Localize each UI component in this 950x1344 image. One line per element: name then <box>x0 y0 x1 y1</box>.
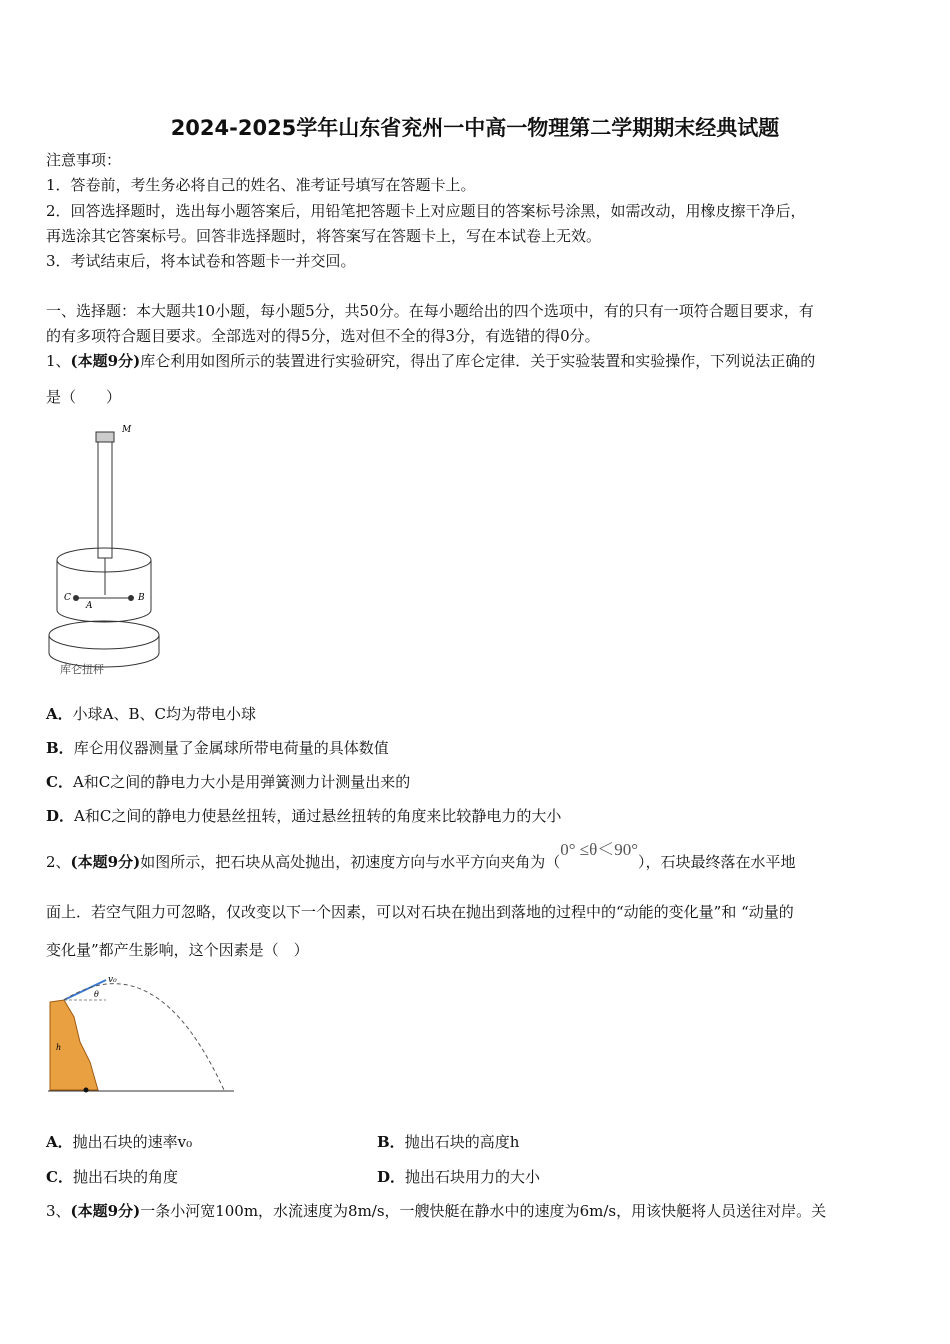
notice-item: 1．答卷前，考生务必将自己的姓名、准考证号填写在答题卡上。 <box>46 176 476 194</box>
notice-heading: 注意事项： <box>46 151 122 169</box>
q1-option-c[interactable]: C．A和C之间的静电力大小是用弹簧测力计测量出来的 <box>46 773 411 791</box>
question-2-cont: 面上．若空气阻力可忽略，仅改变以下一个因素，可以对石块在抛出到落地的过程中的“动能的变化量”和 “动量的 <box>46 903 794 921</box>
coulomb-torsion-balance-figure <box>46 420 176 680</box>
figure-label: M <box>122 425 132 435</box>
projectile-cliff-figure <box>46 972 241 1097</box>
q1-option-b[interactable]: B．库仑用仪器测量了金属球所带电荷量的具体数值 <box>46 739 389 757</box>
section-intro: 的有多项符合题目要求。全部选对的得5分，选对但不全的得3分，有选错的得0分。 <box>46 327 600 345</box>
figure-caption: 库仑扭秤 <box>60 663 104 676</box>
question-2-cont: 变化量”都产生影响，这个因素是（ ） <box>46 941 309 959</box>
question-1-cont: 是（ ） <box>46 388 122 406</box>
section-intro: 一、选择题：本大题共10小题，每小题5分，共50分。在每小题给出的四个选项中，有的只有一项符合题目要求，有 <box>46 302 814 320</box>
question-1: 1、(本题9分)库仑利用如图所示的装置进行实验研究，得出了库仑定律．关于实验装置和实验操作，下列说法正确的 <box>46 352 816 370</box>
notice-item: 3．考试结束后，将本试卷和答题卡一并交回。 <box>46 252 356 270</box>
q2-option-b[interactable]: B．抛出石块的高度h <box>377 1133 520 1151</box>
q2-option-c[interactable]: C．抛出石块的角度 <box>46 1168 178 1186</box>
figure-label: h <box>56 1043 62 1052</box>
page-title: 2024-2025学年山东省兖州一中高一物理第二学期期末经典试题 <box>170 116 780 140</box>
question-2: 2、(本题9分)如图所示，把石块从高处抛出，初速度方向与水平方向夹角为（0° ≤θ＜90°），石块最终落在水平地 <box>46 840 796 871</box>
q1-option-d[interactable]: D．A和C之间的静电力使悬丝扭转，通过悬丝扭转的角度来比较静电力的大小 <box>46 807 562 825</box>
notice-item: 再选涂其它答案标号。回答非选择题时，将答案写在答题卡上，写在本试卷上无效。 <box>46 227 602 245</box>
q1-option-a[interactable]: A．小球A、B、C均为带电小球 <box>46 705 256 723</box>
figure-label: θ <box>94 990 99 999</box>
question-3: 3、(本题9分)一条小河宽100m，水流速度为8m/s，一艘快艇在静水中的速度为6m/s，用该快艇将人员送往对岸。关 <box>46 1202 827 1220</box>
figure-label: A <box>86 601 93 611</box>
figure-label: C <box>64 593 71 603</box>
q2-option-d[interactable]: D．抛出石块用力的大小 <box>377 1168 541 1186</box>
notice-item: 2．回答选择题时，选出每小题答案后，用铅笔把答题卡上对应题目的答案标号涂黑，如需改动，用橡皮擦干净后， <box>46 202 806 220</box>
figure-label: B <box>138 593 145 603</box>
figure-label: v₀ <box>108 975 117 985</box>
angle-range-math: 0° ≤θ＜90° <box>560 840 639 859</box>
q2-option-a[interactable]: A．抛出石块的速率v₀ <box>46 1133 193 1151</box>
